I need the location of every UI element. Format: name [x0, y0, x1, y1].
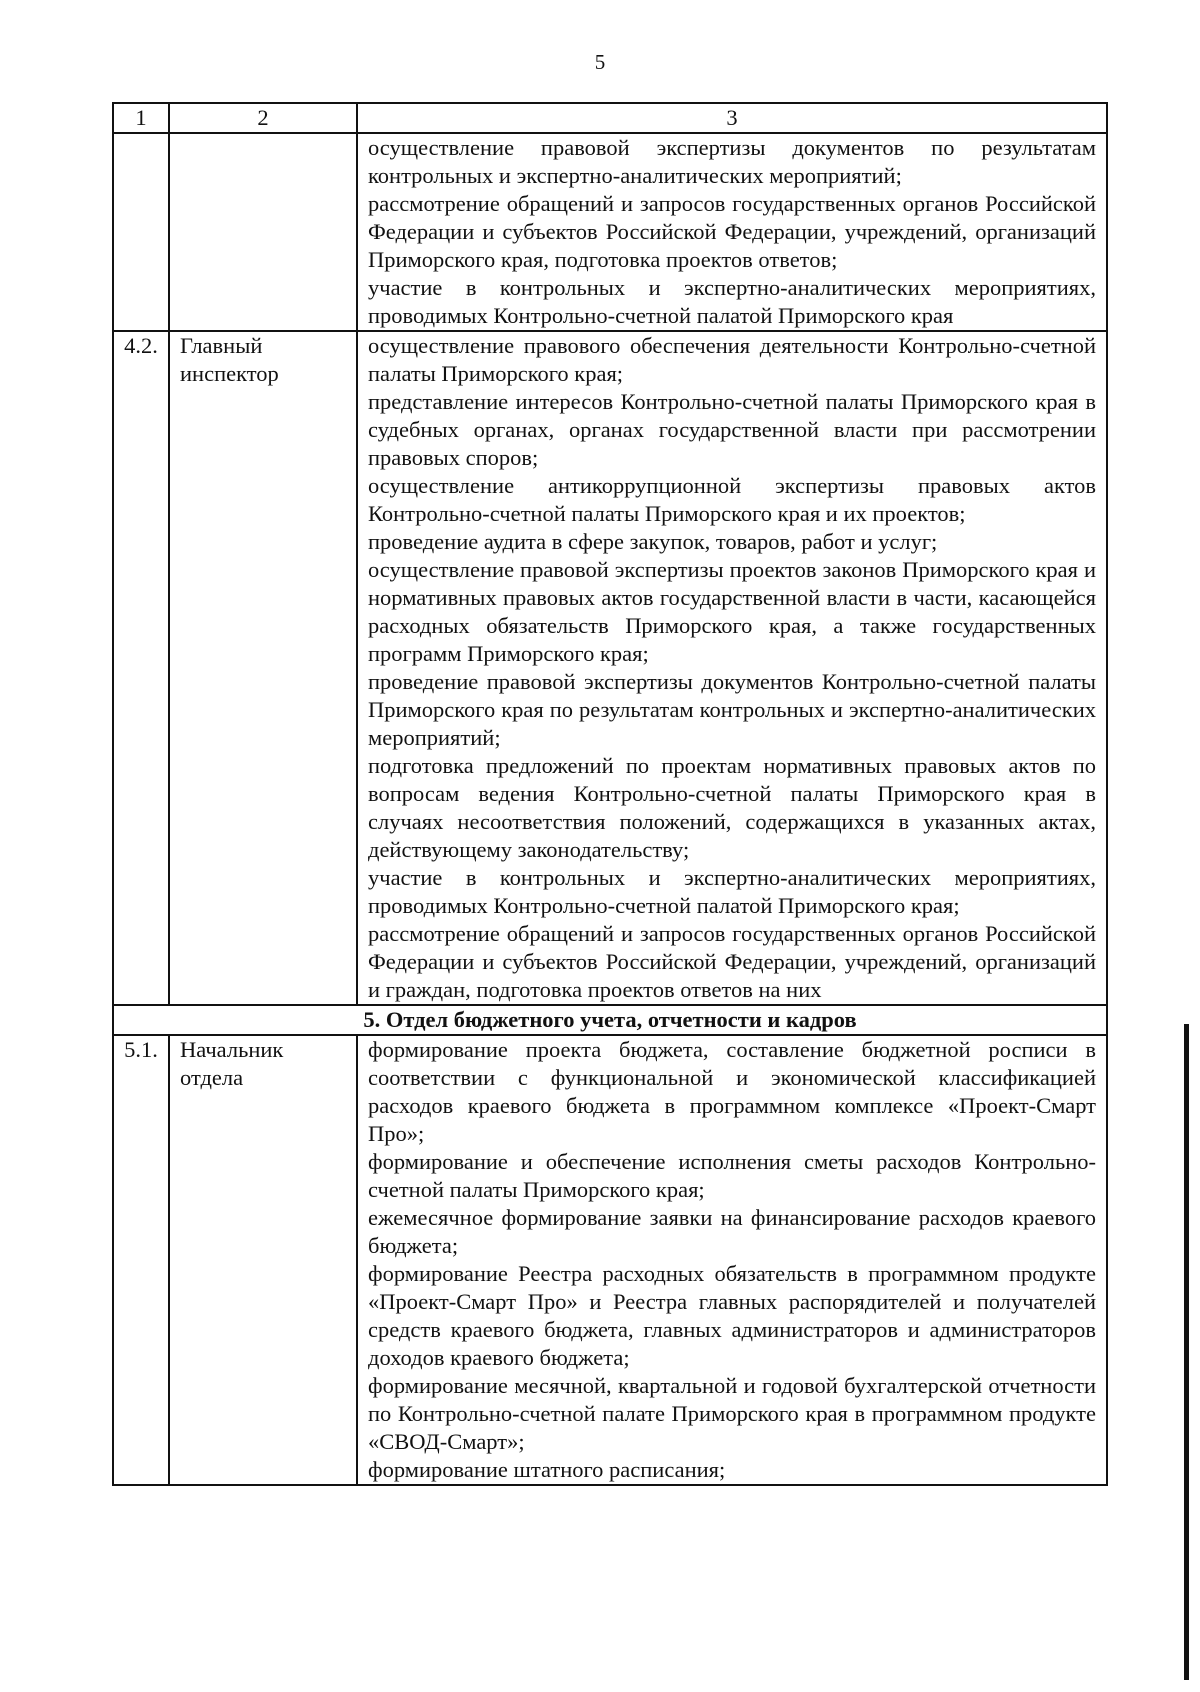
section-heading-row: [113, 1005, 1107, 1035]
duty-item: ежемесячное формирование заявки на финансирование расходов краевого бюджета;: [368, 1205, 1096, 1258]
duty-item: подготовка предложений по проектам нормативных правовых актов по вопросам ведения Контрольно-счетной палаты Приморского края в случаях несоответствия положений, содержащихся в указанных актах, действующему законодательству;: [368, 753, 1096, 862]
duties-table: [112, 102, 1108, 1486]
row-position: [169, 133, 357, 331]
duty-item: формирование штатного расписания;: [368, 1457, 726, 1482]
row-position: Главный инспектор: [169, 331, 357, 1005]
duty-item: формирование Реестра расходных обязательств в программном продукте «Проект-Смарт Про» и Реестра главных распорядителей и получателей средств краевого бюджета, главных администраторов и администраторов доходов краевого бюджета;: [368, 1261, 1096, 1370]
duty-item: формирование проекта бюджета, составление бюджетной росписи в соответствии с функциональной и экономической классификацией расходов краевого бюджета в программном комплексе «Проект-Смарт Про»;: [368, 1037, 1096, 1146]
duty-item: представление интересов Контрольно-счетной палаты Приморского края в судебных органах, органах государственной власти при рассмотрении правовых споров;: [368, 389, 1096, 470]
duty-item: рассмотрение обращений и запросов государственных органов Российской Федерации и субъектов Российской Федерации, учреждений, организаций и граждан, подготовка проектов ответов на них: [368, 921, 1096, 1002]
column-header-position: 2: [169, 103, 357, 133]
duty-item: участие в контрольных и экспертно-аналитических мероприятиях, проводимых Контрольно-счетной палатой Приморского края;: [368, 865, 1096, 918]
duty-item: участие в контрольных и экспертно-аналитических мероприятиях, проводимых Контрольно-счетной палатой Приморского края: [368, 275, 1096, 328]
row-number: 5.1.: [113, 1035, 169, 1485]
duty-item: осуществление антикоррупционной экспертизы правовых актов Контрольно-счетной палаты Приморского края и их проектов;: [368, 473, 1096, 526]
duty-item: осуществление правового обеспечения деятельности Контрольно-счетной палаты Приморского края;: [368, 333, 1096, 386]
duty-item: проведение правовой экспертизы документов Контрольно-счетной палаты Приморского края по результатам контрольных и экспертно-аналитических мероприятий;: [368, 669, 1096, 750]
duty-item: осуществление правовой экспертизы документов по результатам контрольных и экспертно-аналитических мероприятий;: [368, 135, 1096, 188]
row-duties: [357, 133, 1107, 331]
duty-item: осуществление правовой экспертизы проектов законов Приморского края и нормативных правовых актов государственной власти в части, касающейся расходных обязательств Приморского края, а также государственных программ Приморского края;: [368, 557, 1096, 666]
table-row: [113, 133, 1107, 331]
row-position: Начальник отдела: [169, 1035, 357, 1485]
column-header-duties: 3: [357, 103, 1107, 133]
row-number: [113, 133, 169, 331]
row-duties: [357, 1035, 1107, 1485]
table-row: [113, 1035, 1107, 1485]
page-number: 5: [594, 50, 606, 74]
scan-edge-mark: [1184, 1024, 1189, 1680]
duty-item: формирование и обеспечение исполнения сметы расходов Контрольно-счетной палаты Приморского края;: [368, 1149, 1096, 1202]
duty-item: формирование месячной, квартальной и годовой бухгалтерской отчетности по Контрольно-счетной палате Приморского края в программном продукте «СВОД-Смарт»;: [368, 1373, 1096, 1454]
duty-item: проведение аудита в сфере закупок, товаров, работ и услуг;: [368, 529, 938, 554]
section-title: 5. Отдел бюджетного учета, отчетности и кадров: [113, 1005, 1107, 1035]
row-number: 4.2.: [113, 331, 169, 1005]
table-row: [113, 331, 1107, 1005]
table-header-row: [113, 103, 1107, 133]
row-duties: [357, 331, 1107, 1005]
duty-item: рассмотрение обращений и запросов государственных органов Российской Федерации и субъектов Российской Федерации, учреждений, организаций Приморского края, подготовка проектов ответов;: [368, 191, 1096, 272]
column-header-number: 1: [113, 103, 169, 133]
